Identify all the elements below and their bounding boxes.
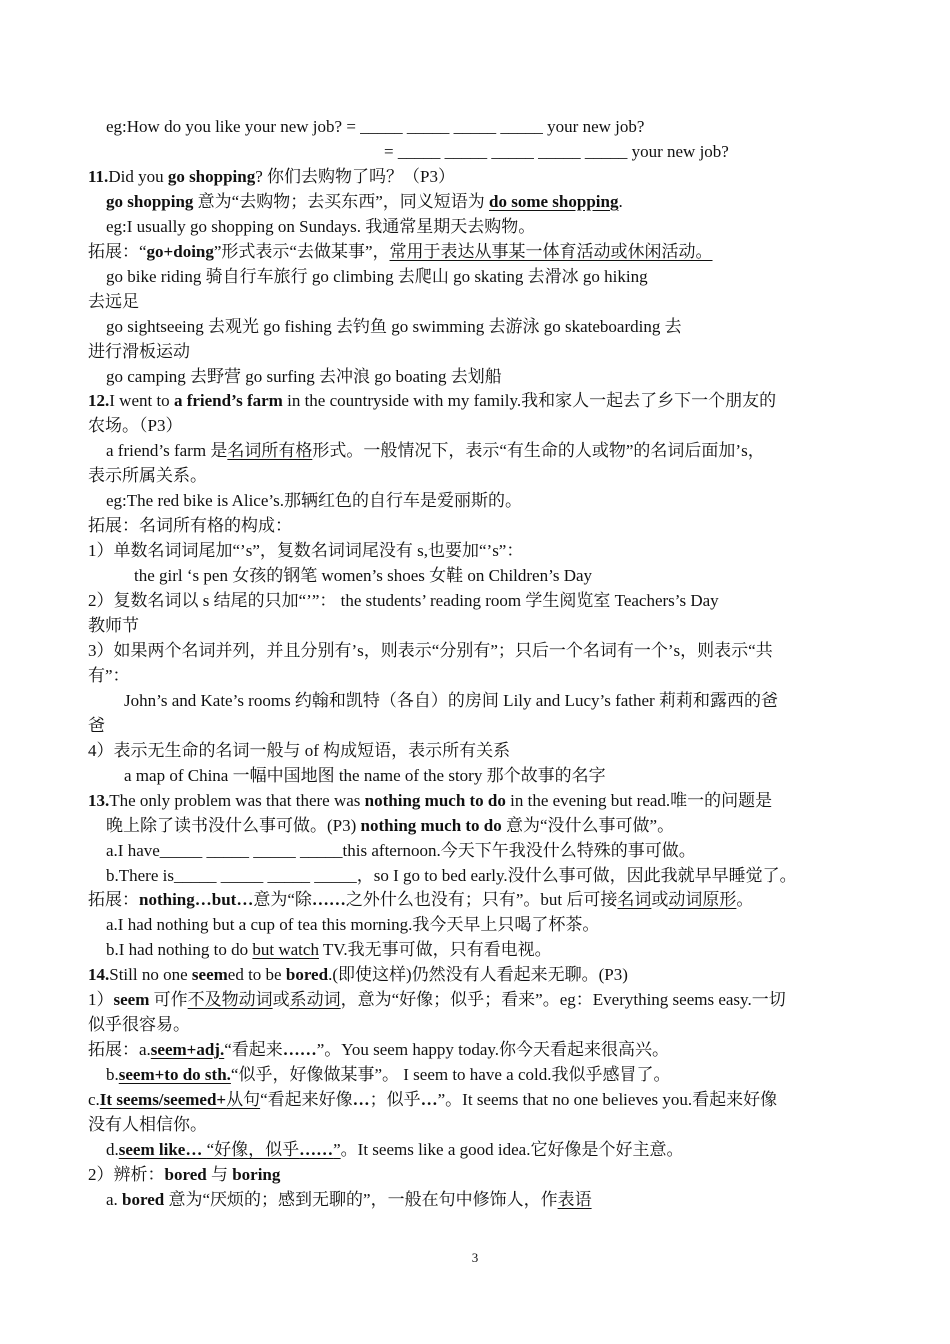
- text-segment: seem+adj.: [150, 1040, 225, 1059]
- text-line: [106, 191, 623, 213]
- text-line: [106, 1189, 592, 1211]
- text-segment: nothing much to do: [364, 791, 506, 810]
- text-segment: b.There is_____ _____ _____ _____，so I go to bed early.没什么事可做，因此我就早早睡觉了。: [106, 866, 797, 885]
- text-segment: a map of China 一幅中国地图 the name of the story 那个故事的名字: [124, 766, 606, 785]
- text-line: [88, 640, 773, 662]
- text-line: [88, 740, 510, 762]
- text-line: [88, 665, 130, 687]
- text-line: [106, 939, 552, 961]
- text-segment: 不及物动词: [187, 990, 273, 1009]
- text-segment: 系动词: [289, 990, 341, 1009]
- text-line: [88, 415, 182, 437]
- text-segment: “看起来: [224, 1040, 283, 1059]
- text-segment: 1）: [88, 990, 114, 1009]
- text-segment: ”: [333, 1140, 341, 1159]
- text-segment: ? 你们去购物了吗？（P3）: [255, 167, 455, 186]
- text-line: [88, 1089, 777, 1111]
- text-line: [88, 715, 105, 737]
- text-segment: 拓展：: [88, 890, 139, 909]
- text-segment: go shopping: [167, 167, 256, 186]
- text-segment: 没有人相信你。: [88, 1115, 207, 1134]
- text-line: [88, 1039, 669, 1061]
- text-line: [134, 565, 592, 587]
- text-segment: 2）复数名词以 s 结尾的只加“’”： the students’ reading room 学生阅览室 Teachers’s Day: [88, 591, 719, 610]
- text-segment: .(即使这样)仍然没有人看起来无聊。(P3): [328, 965, 628, 984]
- text-segment: 4）表示无生命的名词一般与 of 构成短语，表示所有关系: [88, 741, 511, 760]
- text-segment: “看起来好像: [260, 1090, 353, 1109]
- text-segment: boring: [232, 1165, 281, 1184]
- text-segment: 拓展：a.: [88, 1040, 151, 1059]
- text-line: [88, 390, 776, 412]
- text-segment: eg:How do you like your new job? = _____ _____ _____ _____ your new job?: [106, 117, 645, 136]
- text-segment: the girl ‘s pen 女孩的钢笔 women’s shoes 女鞋 on Children’s Day: [134, 566, 593, 585]
- text-line: [106, 266, 648, 288]
- text-segment: 农场。（P3）: [88, 416, 183, 435]
- text-segment: 表语: [557, 1190, 592, 1209]
- text-segment: 12.: [88, 391, 110, 410]
- text-segment: 从句: [226, 1090, 261, 1109]
- text-segment: nothing much to do: [360, 816, 502, 835]
- text-line: [88, 615, 139, 637]
- text-segment: 去远足: [88, 292, 139, 311]
- text-line: [106, 815, 674, 837]
- text-line: [88, 790, 772, 812]
- text-segment: 3）如果两个名词并列，并且分别有’s，则表示“分别有”；只后一个名词有一个’s，则表示“共: [88, 641, 773, 660]
- text-segment: b.: [106, 1065, 119, 1084]
- page-number: 3: [471, 1250, 479, 1265]
- text-line: [106, 216, 535, 238]
- text-segment: 意为“去购物；去买东西”，同义短语为: [193, 192, 490, 211]
- text-segment: 拓展：“: [88, 242, 147, 261]
- text-segment: It seems/seemed+: [99, 1090, 227, 1109]
- text-segment: 意为“除: [253, 890, 312, 909]
- text-segment: 1）单数名词词尾加“’s”，复数名词词尾没有 s,也要加“’s”：: [88, 541, 524, 560]
- text-segment: but watch: [252, 940, 319, 959]
- text-segment: go+doing: [146, 242, 214, 261]
- text-segment: a friend’s farm: [173, 391, 283, 410]
- text-segment: John’s and Kate’s rooms 约翰和凯特（各自）的房间 Lily and Lucy’s father 莉莉和露西的爸: [124, 691, 778, 710]
- text-line: [124, 690, 778, 712]
- text-segment: 名词所有格: [227, 441, 313, 460]
- text-segment: go sightseeing 去观光 go fishing 去钓鱼 go swimming 去游泳 go skateboarding 去: [106, 317, 682, 336]
- text-segment: seem: [113, 990, 150, 1009]
- text-segment: ”。It seems that no one believes you.看起来好像: [437, 1090, 778, 1109]
- text-line: [384, 141, 729, 163]
- text-line: [88, 515, 292, 537]
- text-segment: ed to be: [227, 965, 286, 984]
- text-line: [106, 914, 599, 936]
- text-segment: b.I had nothing to do: [106, 940, 253, 959]
- text-line: [106, 1139, 683, 1161]
- text-line: [88, 465, 207, 487]
- text-segment: 意为“厌烦的；感到无聊的”，一般在句中修饰人，作: [164, 1190, 558, 1209]
- text-segment: bored: [285, 965, 329, 984]
- text-segment: 爸: [88, 716, 105, 735]
- text-line: [106, 490, 522, 512]
- text-segment: 拓展：名词所有格的构成：: [88, 516, 292, 535]
- text-segment: 进行滑板运动: [88, 342, 190, 361]
- text-segment: 。: [736, 890, 754, 909]
- text-segment: d.: [106, 1140, 119, 1159]
- text-line: [88, 291, 139, 313]
- text-segment: eg:I usually go shopping on Sundays. 我通常星期天去购物。: [106, 217, 536, 236]
- text-segment: go camping 去野营 go surfing 去冲浪 go boating 去划船: [106, 367, 502, 386]
- text-segment: Did you: [108, 167, 168, 186]
- text-segment: 名词: [617, 890, 652, 909]
- text-segment: 。It seems like a good idea.它好像是个好主意。: [340, 1140, 684, 1159]
- text-segment: 动词原形: [668, 890, 737, 909]
- text-line: [106, 316, 682, 338]
- text-line: [88, 889, 753, 911]
- text-segment: seem: [191, 965, 228, 984]
- text-line: [88, 1114, 207, 1136]
- text-segment: 之外什么也没有；只有”。but 后可接: [345, 890, 618, 909]
- text-line: [106, 1064, 670, 1086]
- text-segment: a.I had nothing but a cup of tea this morning.我今天早上只喝了杯茶。: [106, 915, 600, 934]
- text-segment: a friend’s farm 是: [106, 441, 228, 460]
- text-segment: “好像，似乎: [206, 1140, 300, 1159]
- text-segment: ”形式表示“去做某事”，: [213, 242, 390, 261]
- text-segment: 可作: [149, 990, 188, 1009]
- text-segment: 11.: [88, 167, 109, 186]
- text-line: [88, 540, 523, 562]
- text-segment: 或: [651, 890, 669, 909]
- text-segment: a.I have_____ _____ _____ _____this afternoon.今天下午我没什么特殊的事可做。: [106, 841, 696, 860]
- text-segment: …: [352, 1090, 370, 1109]
- text-segment: The only problem was that there was: [109, 791, 365, 810]
- text-line: [124, 765, 606, 787]
- text-segment: in the evening but read.唯一的问题是: [505, 791, 773, 810]
- text-line: [88, 341, 190, 363]
- text-segment: bored: [122, 1190, 165, 1209]
- text-segment: ……: [282, 1040, 317, 1059]
- text-segment: ，意为“好像；似乎；看来”。eg：Everything seems easy.一切: [340, 990, 786, 1009]
- text-segment: .: [618, 192, 623, 211]
- text-segment: seem+to do sth.: [118, 1065, 231, 1084]
- text-segment: in the countryside with my family.我和家人一起去了乡下一个朋友的: [282, 391, 777, 410]
- text-segment: Still no one: [109, 965, 192, 984]
- text-segment: ……: [311, 890, 346, 909]
- text-line: [106, 865, 797, 887]
- text-segment: do some shopping: [489, 192, 619, 211]
- text-line: [88, 1014, 190, 1036]
- text-segment: seem like…: [118, 1140, 207, 1159]
- text-segment: ……: [299, 1140, 334, 1159]
- text-segment: go bike riding 骑自行车旅行 go climbing 去爬山 go skating 去滑冰 go hiking: [106, 267, 648, 286]
- text-line: [106, 440, 765, 462]
- text-segment: = _____ _____ _____ _____ _____ your new job?: [384, 142, 729, 161]
- text-segment: …: [420, 1090, 438, 1109]
- text-segment: a.: [106, 1190, 123, 1209]
- text-segment: 有”：: [88, 666, 130, 685]
- text-segment: TV.我无事可做，只有看电视。: [318, 940, 552, 959]
- text-segment: 形式。一般情况下，表示“有生命的人或物”的名词后面加’s，: [312, 441, 765, 460]
- text-line: [88, 964, 628, 986]
- text-line: [106, 840, 696, 862]
- text-segment: 表示所属关系。: [88, 466, 207, 485]
- text-segment: ；似乎: [369, 1090, 421, 1109]
- text-segment: “似乎，好像做某事”。 I seem to have a cold.我似乎感冒了。: [230, 1065, 671, 1084]
- text-segment: ”。You seem happy today.你今天看起来很高兴。: [316, 1040, 670, 1059]
- text-segment: 常用于表达从事某一体育活动或休闲活动。: [389, 242, 713, 261]
- text-segment: bored: [164, 1165, 207, 1184]
- text-segment: c.: [88, 1090, 100, 1109]
- text-segment: 似乎很容易。: [88, 1015, 190, 1034]
- text-line: [88, 166, 455, 188]
- text-segment: 与: [206, 1165, 233, 1184]
- text-line: [88, 590, 719, 612]
- text-segment: I went to: [109, 391, 174, 410]
- text-segment: 2）辨析：: [88, 1165, 165, 1184]
- text-segment: 或: [272, 990, 290, 1009]
- text-segment: 晚上除了读书没什么事可做。(P3): [106, 816, 361, 835]
- text-segment: nothing…but…: [139, 890, 254, 909]
- text-segment: 教师节: [88, 616, 139, 635]
- text-segment: 13.: [88, 791, 110, 810]
- text-line: [88, 241, 713, 263]
- text-segment: 14.: [88, 965, 110, 984]
- text-line: [88, 1164, 280, 1186]
- text-line: [88, 989, 786, 1011]
- text-line: [106, 366, 502, 388]
- text-line: [106, 116, 644, 138]
- text-segment: go shopping: [106, 192, 194, 211]
- text-segment: 意为“没什么事可做”。: [501, 816, 675, 835]
- text-segment: eg:The red bike is Alice’s.那辆红色的自行车是爱丽斯的。: [106, 491, 522, 510]
